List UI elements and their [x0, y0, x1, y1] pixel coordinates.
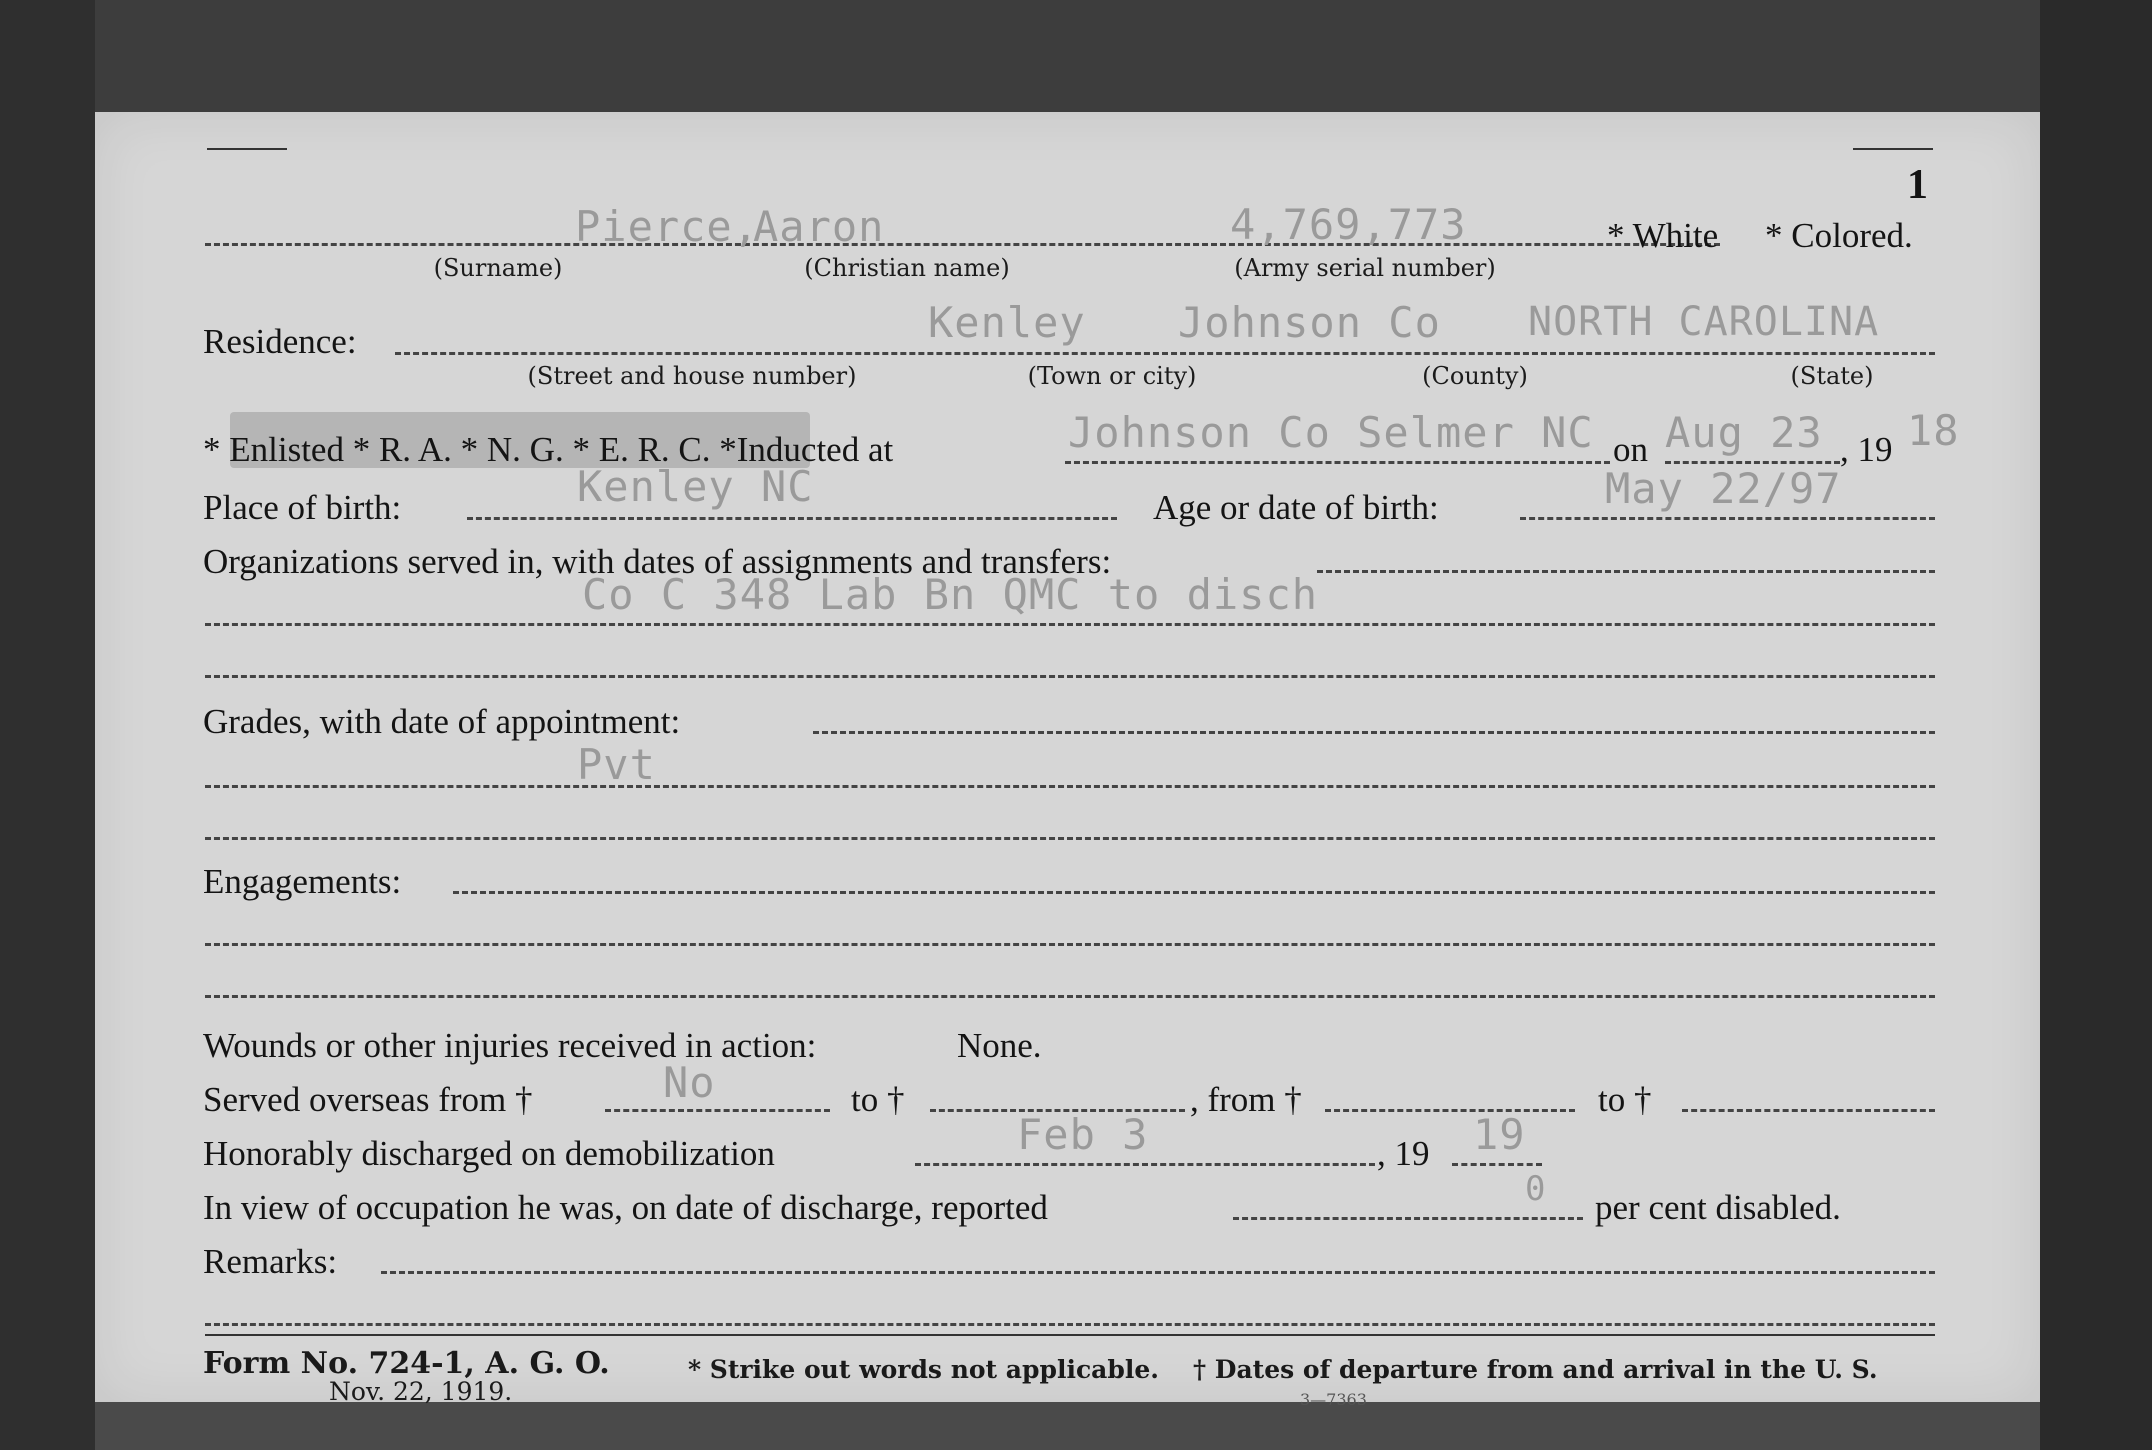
street-caption: (Street and house number) [527, 362, 857, 390]
organizations-line-2 [205, 623, 1935, 626]
wounds-value: None. [957, 1026, 1042, 1065]
place-of-birth-line [467, 517, 1117, 520]
organizations-value: Co C 348 Lab Bn QMC to disch [582, 570, 1319, 619]
scan-background-left [0, 0, 95, 1450]
footer-rule [205, 1334, 1935, 1336]
place-of-birth-value: Kenley NC [577, 462, 814, 511]
disability-suffix: per cent disabled. [1595, 1188, 1841, 1227]
discharge-year-line [1452, 1163, 1542, 1166]
discharge-label: Honorably discharged on demobilization [203, 1134, 775, 1173]
overseas-from2-label: , from † [1190, 1080, 1302, 1119]
dates-note: † Dates of departure from and arrival in the U. S. [1193, 1355, 1878, 1384]
scan-background-top [0, 0, 2152, 112]
serial-number-caption: (Army serial number) [1234, 254, 1496, 282]
disability-line [1233, 1217, 1583, 1220]
organizations-line-1 [1317, 570, 1935, 573]
surname-caption: (Surname) [433, 254, 563, 282]
remarks-label: Remarks: [203, 1242, 338, 1281]
strike-out-note: * Strike out words not applicable. [688, 1355, 1159, 1384]
grades-label: Grades, with date of appointment: [203, 702, 681, 741]
county-caption: (County) [1422, 362, 1528, 390]
race-colored-option: * Colored. [1765, 216, 1913, 255]
race-white-option: * White [1607, 216, 1719, 255]
organizations-label: Organizations served in, with dates of assignments and transfers: [203, 542, 1112, 581]
name-line [205, 243, 1720, 246]
engagements-label: Engagements: [203, 862, 402, 901]
engagements-line-2 [205, 943, 1935, 946]
surname-value: Pierce, [575, 202, 760, 251]
overseas-from2-line [1325, 1109, 1575, 1112]
form-date: Nov. 22, 1919. [329, 1377, 513, 1406]
age-label: Age or date of birth: [1153, 488, 1439, 527]
serial-number-value: 4,769,773 [1230, 200, 1467, 249]
inducted-year-prefix: , 19 [1840, 430, 1893, 469]
grades-value: Pvt [577, 740, 656, 789]
wounds-label: Wounds or other injuries received in action: [203, 1026, 817, 1065]
engagements-line-1 [453, 891, 1935, 894]
inducted-on-label: on [1613, 430, 1648, 469]
christian-name-caption: (Christian name) [804, 254, 1010, 282]
inducted-year-value: 18 [1907, 406, 1960, 455]
bottom-code: 3—7363 [1300, 1390, 1367, 1409]
inducted-place-line [1065, 461, 1610, 464]
corner-mark-right [1853, 148, 1933, 150]
christian-name-value: Aaron [753, 202, 885, 251]
grades-line-1 [813, 731, 1935, 734]
disability-label: In view of occupation he was, on date of discharge, reported [203, 1188, 1048, 1227]
discharge-date-value: Feb 3 [1017, 1110, 1149, 1159]
overseas-from-value: No [663, 1058, 716, 1107]
discharge-year-value: 19 [1473, 1110, 1526, 1159]
residence-county-value: Johnson Co [1178, 298, 1441, 347]
served-overseas-label: Served overseas from † [203, 1080, 533, 1119]
grades-line-3 [205, 837, 1935, 840]
residence-line [395, 352, 1935, 355]
residence-town-value: Kenley [928, 298, 1086, 347]
remarks-line-1 [381, 1271, 1935, 1274]
disability-value: 0 [1525, 1169, 1547, 1209]
residence-label: Residence: [203, 322, 357, 361]
age-line [1520, 517, 1935, 520]
town-caption: (Town or city) [1027, 362, 1197, 390]
form-number: Form No. 724-1, A. G. O. [203, 1346, 610, 1381]
card-number: 1 [1907, 162, 1928, 208]
service-record-card [95, 112, 2040, 1409]
overseas-to-label: to † [851, 1080, 905, 1119]
state-caption: (State) [1790, 362, 1874, 390]
inducted-date-value: Aug 23 [1665, 408, 1823, 457]
corner-mark-left [207, 148, 287, 150]
scan-background-right [2040, 0, 2152, 1450]
overseas-to2-label: to † [1598, 1080, 1652, 1119]
discharge-year-prefix: , 19 [1377, 1134, 1430, 1173]
remarks-line-2 [205, 1323, 1935, 1326]
residence-state-value: NORTH CAROLINA [1528, 299, 1880, 345]
organizations-line-3 [205, 675, 1935, 678]
engagements-line-3 [205, 995, 1935, 998]
inducted-place-value: Johnson Co Selmer NC [1068, 408, 1594, 457]
overseas-from-line [605, 1109, 830, 1112]
discharge-date-line [915, 1163, 1375, 1166]
place-of-birth-label: Place of birth: [203, 488, 402, 527]
birth-date-value: May 22/97 [1605, 464, 1842, 513]
overseas-to2-line [1682, 1109, 1935, 1112]
enlistment-options: * Enlisted * R. A. * N. G. * E. R. C. *Inducted at [203, 430, 894, 469]
grades-line-2 [205, 785, 1935, 788]
